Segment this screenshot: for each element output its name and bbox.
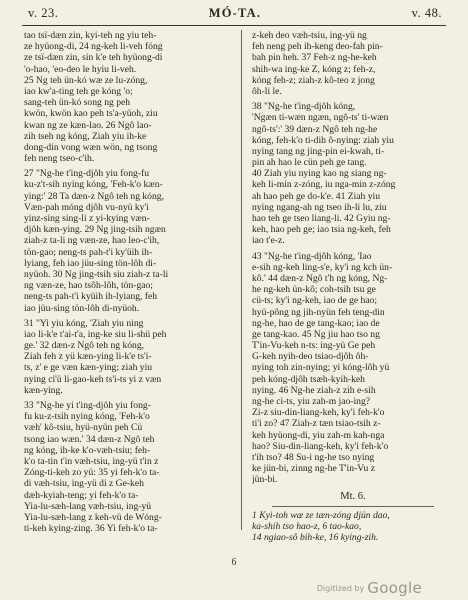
text-line: 'Ngæn ti-wæn ngæn, ngô-ts' ti-wæn: [252, 112, 389, 124]
text-line: ng-he ci-ts, yiu zah-m jao-ing?: [252, 396, 371, 407]
text-line: zih tseh ng kóng, Ziah yiu ih-ke: [24, 130, 147, 142]
text-line: ng væn-ze, hao tsôh-lôh, tön-gao;: [24, 280, 153, 292]
text-line: Væn-pah móng djôh vu-nyü ky'i: [24, 201, 149, 213]
text-line: T'in-Vu-keh n-ts: ing-yü Ge peh: [252, 340, 376, 352]
text-line: ze tsï-dæn zin, sin k'e teh hyüong-di: [24, 52, 163, 64]
text-line: ge.' 32 dæn-z Ngô teh ng kóng,: [24, 340, 145, 352]
text-line: shih-wa ing-ke Z, kóng z; feh-z,: [252, 63, 376, 75]
text-line: Ziah feh z yü kæn-ying li-k'e ts'i-: [24, 351, 152, 363]
text-line: nying. 46 Ng-he ziah-z zih e-sih: [252, 384, 376, 396]
right-column-lines: [252, 30, 454, 486]
text-line: nying ci'ü li-gao-keh ts'i-ts yi z væn: [24, 373, 162, 385]
text-line: tön-gao; neng-ts pah-t'i ky'üih ih-: [24, 246, 153, 258]
text-line: dæh-kyiah-teng; yi feh-k'o ta-: [24, 489, 139, 501]
text-line: 27 "Ng-he t'ing-djôh yiu fong-fu: [24, 168, 150, 180]
text-line: ying:' 28 Ta dæn-z Ngô teh ng kóng,: [24, 190, 164, 202]
text-line: nying ngang-ah ng tseo ih-li lu, ziu: [252, 201, 387, 213]
text-line: kwan ng ze kæn-lao. 26 Ngô lao-: [24, 119, 152, 131]
chapter-heading-rule: [272, 506, 434, 507]
text-line: 33 "Ng-he yi t'ing-djôh yiu fong-: [24, 400, 151, 411]
text-line: k'o ta-tin t'in væh-tsiu, ing-yü t'in z: [24, 455, 159, 467]
text-line: keh, hao peh ge; iao tsia ng-keh, feh: [252, 224, 391, 236]
left-text-column: [24, 30, 232, 534]
text-line: væh' kô-tsiu, hyü-nyün peh Cü: [24, 422, 143, 434]
text-line: keh li-min z-zóng, iu nga-min z-zóng: [252, 179, 396, 191]
text-line: neng-ts pah-t'i kyüih ih-lyiang, feh: [24, 291, 158, 303]
digitization-watermark: [317, 578, 422, 597]
text-line: hao teh ge tseo liang-li. 42 Gyiu ng-: [252, 213, 391, 224]
text-line: lyiang, feh iao jüu-sing tön-lôh di-: [24, 257, 157, 269]
text-line: Zóng-ti-keh zo yü: 35 yi feh-k'o ta-: [24, 467, 160, 479]
text-line: ge tang-kao. 45 Ng jiu hao tso ng: [252, 328, 380, 340]
text-line: jün-bi.: [252, 474, 278, 486]
running-header: [28, 6, 442, 22]
text-line: Yia-lu-sæh-lang z keh-vü de Wóng-: [24, 511, 162, 523]
page-number: 6: [231, 557, 237, 568]
text-line: ôh-li le.: [252, 85, 282, 97]
text-line: ah hao peh ge do-k'e. 41 Ziah yiu: [252, 190, 381, 202]
text-line: peh kóng-djôh tsæh-kyih-keh: [252, 373, 365, 385]
text-line: cü-ts; ky'i ng-keh, iao de ge hao;: [252, 295, 378, 307]
text-line: Yia-lu-sæh-lang væh-tsiu, ing-yü: [24, 500, 152, 512]
text-line: pin ah hao le cün peh ge tang.: [252, 157, 367, 169]
text-line: 40 Ziah yiu nying kao ng siang ng-: [252, 168, 387, 180]
column-divider: [241, 30, 242, 530]
text-line: kóng feh-z; ziah-z kô-teo z jong: [252, 74, 375, 86]
header-rule: [22, 25, 446, 26]
text-line: bah pin heh. 37 Feh-z ng-he-keh: [252, 52, 377, 64]
text-line: ng kóng, ih-ke k'o-væh-tsiu; feh-: [24, 444, 151, 456]
text-line: di væh-tsiu, ing-yü di z Ge-keh: [24, 478, 144, 490]
text-line: 31 "Yi yiu kóng, 'Ziah yiu ning: [24, 317, 144, 329]
text-line: feh neng tseo-c'ih.: [24, 153, 95, 165]
text-line: ze hyüong-di, 24 ng-keh li-veh fóng: [24, 41, 163, 53]
text-line: kô.' 44 dæn-z Ngô t'h ng kóng, Ng-: [252, 272, 388, 284]
text-line: 'o-hao, 'eo-deo le hyiu li-veh.: [24, 63, 137, 75]
text-line: ngô-ts':' 39 dæn-z Ngô teh ng-he: [252, 123, 378, 135]
watermark-prefix: Digitized by: [316, 584, 365, 593]
text-line: ku-z't-sih nying kóng, 'Feh-k'o kæn-: [24, 179, 163, 191]
text-line: iao kw'a-ting teh ge kóng 'o;: [24, 85, 133, 97]
text-line: ziah-z ta-li ng væn-ze, hao leo-c'ih,: [24, 235, 160, 247]
text-line: tsong iao wæn.' 34 dæn-z Ngô teh: [24, 433, 155, 445]
text-line: yinz-sing sing-li z yi-kying væn-: [24, 213, 150, 224]
summary-line: ka-shih tso hao-z, 6 tao-kao,: [252, 520, 362, 532]
text-line: t'ih tso? 48 Su-i ng-he tso nying: [252, 451, 375, 463]
header-book-title: MÓ-TA.: [208, 6, 262, 20]
text-line: iao li-k'e t'ai-t'a, ing-ke siu li-shü peh: [24, 328, 167, 340]
text-line: he ng-keh ün-kô; coh-tsih tsu ge: [252, 284, 376, 296]
text-line: kwön, kwön kao peh ts'a-yüoh, ziu: [24, 108, 158, 120]
text-line: kæn-ying.: [24, 384, 63, 396]
text-line: Zi-z siu-din-liang-keh, ky'i feh-k'o: [252, 407, 385, 419]
text-line: 25 Ng teh ün-kó wæ ze lu-zóng,: [24, 74, 148, 86]
text-line: 43 "Ng-he t'ing-djôh kóng, 'Iao: [252, 250, 372, 262]
text-line: nying toh zin-nying; yi kóng-lôh yü: [252, 362, 390, 374]
text-line: fu ku-z-tsih nying kóng, 'Feh-k'o: [24, 411, 150, 423]
text-line: sang-teh ün-kó song ng peh: [24, 97, 131, 109]
text-line: kóng, feh-k'o ti-dih ô-nying: ziah yiu: [252, 134, 394, 146]
chapter-heading: Mt. 6.: [340, 490, 366, 502]
text-line: ng-he, hao de ge tang-kao; iao de: [252, 317, 380, 329]
summary-line: 1 Kyi-toh wæ ze tæn-zóng djün dao,: [252, 509, 390, 521]
text-line: iao t'e-z.: [252, 235, 285, 247]
text-line: tao tsï-dæn zin, kyi-teh ng yiu teh-: [24, 30, 157, 41]
chapter-summary: [252, 510, 454, 544]
text-line: djôh kæn-ying. 29 Ng jing-tsih ngæn: [24, 224, 166, 236]
text-line: ti-keh kying-zing. 36 Yi feh-k'o ta-: [24, 523, 158, 535]
text-line: nying tang ng jing-pin ei-kwah, ti-: [252, 145, 385, 157]
text-line: keh hyüong-di, yiu zah-m kah-nga: [252, 429, 385, 441]
text-line: 38 "Ng-he t'ing-djôh kóng,: [252, 101, 356, 113]
text-line: feh neng peh ih-keng deo-fah pin-: [252, 41, 383, 53]
header-verse-start: v. 23.: [28, 6, 59, 20]
google-logo: Google: [367, 579, 422, 597]
header-verse-end: v. 48.: [411, 6, 442, 20]
text-line: ti'i zo? 47 Ziah-z tæn tsiao-tsih z-: [252, 418, 381, 430]
text-line: z-keh deo væh-tsiu, ing-yü ng: [252, 30, 367, 41]
text-line: G-keh nyih-deo tsiao-djôh ôh-: [252, 351, 369, 363]
text-line: dong-din vong wæn wön, ng tsong: [24, 141, 158, 153]
text-line: hyü-pông ng jih-nyün feh teng-din: [252, 306, 385, 318]
text-line: e-sih ng-keh ling-s'e, ky'i ng kch ün-: [252, 261, 393, 273]
text-line: hao? Siu-din-liang-keh, ky'i feh-k'o: [252, 440, 389, 452]
text-line: iao jüu-sing tön-lôh di-nyüoh.: [24, 302, 140, 314]
text-line: ke jün-bi, zinng ng-he T'in-Vu z: [252, 463, 375, 475]
right-text-column: [252, 30, 454, 543]
text-line: ts, z' e ge væn kæn-ying; ziah yiu: [24, 362, 153, 374]
text-line: nyüoh. 30 Ng jing-tsih siu ziah-z ta-li: [24, 268, 169, 280]
summary-line: 14 ngiao-sô bih-ke, 16 kying-zih.: [252, 531, 379, 543]
